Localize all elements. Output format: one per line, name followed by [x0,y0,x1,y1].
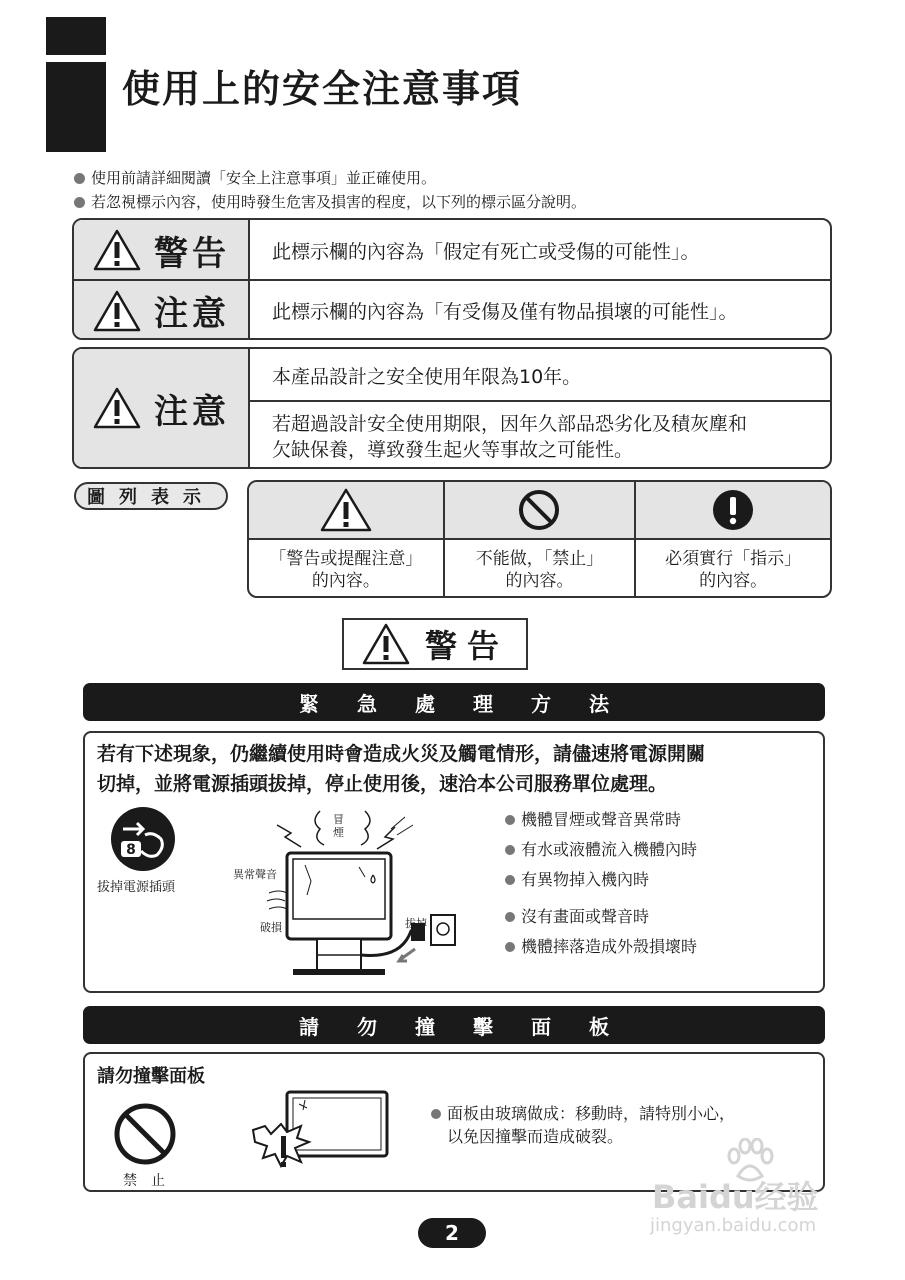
symptom-text: 機體摔落造成外殼損壞時 [521,937,698,956]
unplug-label: 拔掉 [405,917,427,930]
legend-table [247,480,832,598]
warning-triangle-icon [361,622,411,666]
prohibition-icon [517,488,561,532]
panel-note-line: 面板由玻璃做成：移動時，請特別小心， [447,1104,736,1123]
bullet-dot-icon [505,815,515,825]
bullet-dot-icon [505,912,515,922]
noise-label: 異常聲音 [233,868,277,881]
lifespan-label: 注意 [154,391,230,432]
legend-caption-line: 「警告或提醒注意」 [269,549,423,569]
intro-line-1 [74,167,436,188]
panel-note-line: 以免因撞擊而造成破裂。 [447,1127,624,1146]
bullet-dot-icon [505,942,515,952]
watermark-url: jingyan.baidu.com [650,1215,817,1236]
warning-heading: 警告 [424,627,509,665]
unplug-icon [109,805,177,873]
legend-caption-line: 的內容。 [505,571,574,591]
legend-caption-line: 不能做，「禁止」 [475,549,604,569]
lifespan-line-2b: 欠缺保養，導致發生起火等事故之可能性。 [272,439,634,461]
damage-label: 破損 [260,921,282,934]
emergency-lead [97,739,817,799]
prohibit-caption: 禁 止 [123,1173,165,1189]
lifespan-line-2 [272,411,828,463]
symptom-bullet [505,904,649,927]
lifespan-label-cell [74,349,250,467]
symptom-bullet [505,934,697,957]
caution-label-cell [74,281,250,340]
lifespan-line-2a: 若超過設計安全使用期限，因年久部品恐劣化及積灰塵和 [272,413,748,435]
legend-icon-cell [636,482,830,540]
watermark-brand: Baidu经验 [652,1178,819,1216]
emergency-lead-line: 若有下述現象，仍繼續使用時會造成火災及觸電情形，請儘速將電源開關 [97,743,706,765]
bullet-dot-icon [505,875,515,885]
intro-text: 若忽視標示內容，使用時發生危害及損害的程度，以下列的標示區分說明。 [91,193,587,211]
emergency-section [83,731,825,993]
intro-line-2 [74,191,586,212]
symptom-bullet [505,867,649,890]
panel-bar-title: 請勿撞擊面板 [83,1006,825,1044]
bullet-dot-icon [74,173,85,184]
corner-block-bottom [46,62,106,152]
emergency-lead-line: 切掉，並將電源插頭拔掉，停止使用後，速洽本公司服務單位處理。 [97,773,668,795]
smoke-label: 冒煙 [333,813,344,839]
cracked-panel-illustration [251,1086,391,1180]
legend-tag: 圖列表示 [74,482,228,510]
caution-label: 注意 [154,294,230,334]
warning-description: 此標示欄的內容為「假定有死亡或受傷的可能性」。 [272,240,700,263]
symptom-bullet [505,807,681,830]
warning-triangle-icon [92,289,142,333]
bullet-dot-icon [431,1109,441,1119]
emergency-bar-title: 緊急處理方法 [83,683,825,721]
mandatory-action-icon [711,488,755,532]
divider [250,400,832,402]
legend-caption-line: 必須實行「指示」 [665,549,802,569]
lifespan-line-1: 本產品設計之安全使用年限為10年。 [272,365,582,388]
lifespan-table [72,347,832,469]
intro-text: 使用前請詳細閱讀「安全上注意事項」並正確使用。 [91,169,437,187]
warning-label-cell [74,220,250,280]
legend-caption-line: 的內容。 [699,571,768,591]
legend-caption [249,540,443,598]
symptom-text: 有異物掉入機內時 [521,870,650,889]
warning-triangle-icon [319,487,373,533]
legend-caption-line: 的內容。 [311,571,380,591]
legend-icon-cell [443,482,637,540]
unplug-caption: 拔掉電源插頭 [97,880,176,895]
page-number: 2 [418,1218,486,1248]
page-title: 使用上的安全注意事項 [122,67,523,111]
corner-block-top [46,17,106,55]
panel-note [431,1102,735,1148]
symptom-text: 沒有畫面或聲音時 [521,907,650,926]
severity-table [72,218,832,340]
tv-malfunction-illustration [265,805,465,981]
legend-caption [443,540,637,598]
warning-heading-box [342,618,528,670]
prohibition-icon [113,1102,177,1166]
caution-description: 此標示欄的內容為「有受傷及僅有物品損壞的可能性」。 [272,301,738,323]
symptom-text: 有水或液體流入機體內時 [521,840,698,859]
symptom-bullet [505,837,697,860]
warning-label: 警告 [154,233,230,274]
warning-triangle-icon [92,228,142,272]
symptom-text: 機體冒煙或聲音異常時 [521,810,682,829]
legend-caption [636,540,830,598]
bullet-dot-icon [74,197,85,208]
panel-section [83,1052,825,1192]
svg-text:8: 8 [126,842,136,858]
bullet-dot-icon [505,845,515,855]
warning-triangle-icon [92,386,142,430]
legend-icon-cell [249,482,443,540]
panel-heading: 請勿撞擊面板 [97,1066,205,1087]
